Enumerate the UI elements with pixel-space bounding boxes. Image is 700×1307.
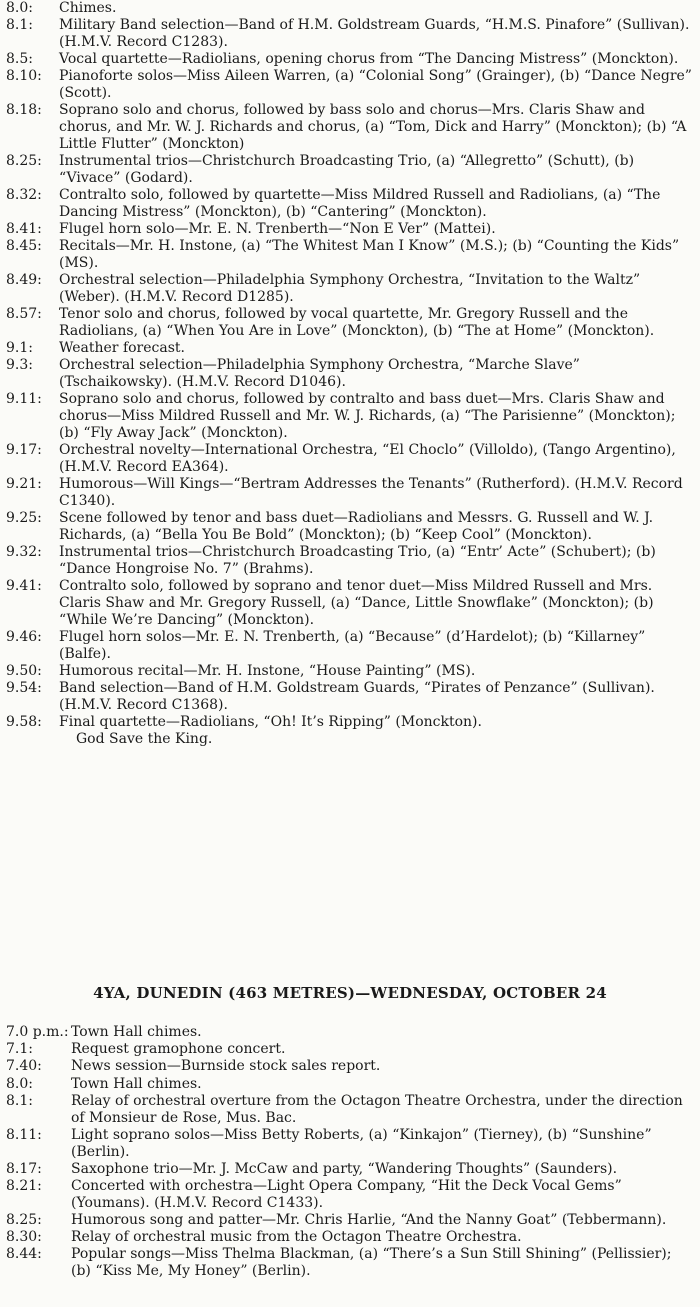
programme-entry	[3, 1024, 700, 1041]
closing-line: God Save the King.	[76, 731, 213, 748]
programme-entry	[3, 442, 700, 476]
entry-time: 7.40:	[6, 1058, 42, 1075]
programme-entry	[3, 1178, 700, 1212]
programme-entry	[3, 102, 700, 152]
entry-time: 8.11:	[6, 1126, 42, 1143]
entry-time: 9.3:	[6, 357, 33, 374]
entry-time: 8.17:	[6, 1160, 42, 1177]
programme-entry	[3, 1246, 700, 1280]
programme-entry	[3, 1093, 700, 1127]
entry-text: Pianoforte solos—Miss Aileen Warren, (a) “Colonial Song” (Grainger), (b) “Dance Negre” (Scott).	[59, 68, 692, 102]
programme-entry	[3, 680, 700, 714]
programme-entry	[3, 1127, 700, 1161]
entry-time: 9.11:	[6, 391, 42, 408]
entry-time: 9.21:	[6, 476, 42, 493]
entry-text: Request gramophone concert.	[71, 1041, 286, 1058]
entry-text: Humorous song and patter—Mr. Chris Harlie, “And the Nanny Goat” (Tebbermann).	[71, 1211, 667, 1228]
programme-entry	[3, 51, 700, 68]
entry-text: Recitals—Mr. H. Instone, (a) “The Whitest Man I Know” (M.S.); (b) “Counting the Kids” (MS).	[59, 238, 680, 272]
programme-entry	[3, 17, 700, 51]
entry-text: Instrumental trios—Christchurch Broadcasting Trio, (a) “Entr’ Acte” (Schubert); (b) “Dance Hongroise No. 7” (Brahms).	[59, 544, 656, 577]
programme-entry	[3, 510, 700, 544]
entry-time: 8.18:	[6, 102, 42, 119]
programme-entry	[3, 340, 700, 357]
entry-text: Light soprano solos—Miss Betty Roberts, (a) “Kinkajon” (Tierney), (b) “Sunshine” (Berlin).	[71, 1126, 652, 1160]
entry-text: Instrumental trios—Christchurch Broadcasting Trio, (a) “Allegretto” (Schutt), (b) “Vivace” (Godard).	[59, 153, 635, 186]
programme-entry	[3, 544, 700, 578]
entry-text: Scene followed by tenor and bass duet—Radiolians and Messrs. G. Russell and W. J. Richards, (a) “Bella You Be Bold” (Monckton); (b) “Keep Cool” (Monckton).	[59, 510, 654, 543]
entry-text: Orchestral selection—Philadelphia Symphony Orchestra, “Invitation to the Waltz” (Weber). (H.M.V. Record D1285).	[59, 272, 641, 306]
entry-time: 9.46:	[6, 628, 42, 645]
station-heading-4ya: 4YA, DUNEDIN (463 METRES)—WEDNESDAY, OCTOBER 24	[93, 984, 607, 1002]
entry-time: 8.1:	[6, 17, 33, 34]
entry-time: 8.25:	[6, 153, 42, 170]
entry-text: Humorous recital—Mr. H. Instone, “House Painting” (MS).	[59, 662, 476, 679]
entry-text: News session—Burnside stock sales report.	[71, 1058, 381, 1075]
entry-time: 8.44:	[6, 1246, 42, 1263]
entry-time: 8.30:	[6, 1229, 42, 1246]
entry-time: 8.5:	[6, 51, 33, 68]
entry-text: Humorous—Will Kings—“Bertram Addresses the Tenants” (Rutherford). (H.M.V. Record C1340).	[59, 476, 683, 509]
programme-entry	[3, 663, 700, 680]
entry-time: 9.32:	[6, 544, 42, 561]
programme-entry	[3, 357, 700, 391]
programme-entry	[3, 0, 700, 17]
entry-time: 8.45:	[6, 238, 42, 255]
programme-entry	[3, 68, 700, 102]
entry-text: Flugel horn solos—Mr. E. N. Trenberth, (a) “Because” (d’Hardelot); (b) “Killarney” (Balfe).	[59, 628, 646, 662]
entry-time: 8.49:	[6, 272, 42, 289]
programme-section-4ya	[0, 1024, 700, 1280]
entry-list	[3, 1024, 700, 1280]
entry-time: 9.54:	[6, 680, 42, 697]
entry-text: Orchestral selection—Philadelphia Symphony Orchestra, “Marche Slave” (Tschaikowsky). (H.M.V. Record D1046).	[59, 357, 580, 391]
entry-time: 9.41:	[6, 578, 42, 595]
entry-text: Town Hall chimes.	[71, 1024, 202, 1040]
programme-entry	[3, 1058, 700, 1075]
entry-time: 8.57:	[6, 306, 42, 323]
entry-text: Relay of orchestral music from the Octagon Theatre Orchestra.	[71, 1229, 522, 1246]
entry-text: Popular songs—Miss Thelma Blackman, (a) “There’s a Sun Still Shining” (Pellissier); (b) “Kiss Me, My Honey” (Berlin).	[71, 1246, 672, 1280]
entry-time: 9.25:	[6, 510, 42, 527]
entry-text: Relay of orchestral overture from the Octagon Theatre Orchestra, under the direction of Monsieur de Rose, Mus. Bac.	[71, 1092, 683, 1126]
entry-time: 8.1:	[6, 1092, 33, 1109]
entry-text: Weather forecast.	[59, 340, 185, 357]
programme-entry	[3, 578, 700, 628]
entry-text: Town Hall chimes.	[71, 1075, 202, 1092]
programme-entry	[3, 187, 700, 221]
programme-entry	[3, 272, 700, 306]
entry-text: Military Band selection—Band of H.M. Goldstream Guards, “H.M.S. Pinafore” (Sullivan). (H.M.V. Record C1283).	[59, 17, 690, 50]
entry-time: 9.58:	[6, 714, 42, 731]
programme-entry	[3, 1076, 700, 1093]
entry-text: Tenor solo and chorus, followed by vocal quartette, Mr. Gregory Russell and the Radiolians, (a) “When You Are in Love” (Monckton), (b) “The at Home” (Monckton).	[59, 306, 655, 340]
programme-entry	[3, 221, 700, 238]
entry-time: 9.50:	[6, 662, 42, 679]
programme-entry	[3, 1041, 700, 1058]
programme-entry	[3, 153, 700, 187]
entry-time: 8.25:	[6, 1211, 42, 1228]
entry-time: 8.32:	[6, 187, 42, 204]
entry-text: Contralto solo, followed by quartette—Miss Mildred Russell and Radiolians, (a) “The Dancing Mistress” (Monckton), (b) “Cantering” (Monckton).	[59, 187, 661, 220]
entry-time: 9.17:	[6, 442, 42, 459]
entry-text: Final quartette—Radiolians, “Oh! It’s Ripping” (Monckton).	[59, 714, 482, 731]
entry-time: 8.0:	[6, 1075, 33, 1092]
entry-time: 8.21:	[6, 1177, 42, 1194]
programme-entry	[3, 1229, 700, 1246]
entry-time: 7.0 p.m.:	[6, 1024, 69, 1040]
programme-entry	[3, 1161, 700, 1178]
entry-time: 7.1:	[6, 1041, 33, 1058]
programme-entry	[3, 306, 700, 340]
entry-text: Orchestral novelty—International Orchestra, “El Choclo” (Villoldo), (Tango Argentino), (H.M.V. Record EA364).	[59, 442, 676, 475]
programme-entry	[3, 714, 700, 731]
entry-text: Concerted with orchestra—Light Opera Company, “Hit the Deck Vocal Gems” (Youmans). (H.M.V. Record C1433).	[71, 1177, 622, 1211]
programme-entry	[3, 629, 700, 663]
entry-text: Band selection—Band of H.M. Goldstream Guards, “Pirates of Penzance” (Sullivan). (H.M.V. Record C1368).	[59, 680, 655, 713]
entry-text: Contralto solo, followed by soprano and tenor duet—Miss Mildred Russell and Mrs. Claris Shaw and Mr. Gregory Russell, (a) “Dance, Little Snowflake” (Monckton); (b) “While We’re Dancing” (Monckton).	[59, 578, 654, 628]
entry-time: 8.41:	[6, 221, 42, 238]
entry-text: Chimes.	[59, 0, 117, 16]
entry-time: 8.10:	[6, 68, 42, 85]
programme-entry	[3, 476, 700, 510]
entry-list	[3, 0, 700, 731]
entry-text: Soprano solo and chorus, followed by bass solo and chorus—Mrs. Claris Shaw and chorus, and Mr. W. J. Richards and chorus, (a) “Tom, Dick and Harry” (Monckton); (b) “A Little Flutter” (Monckton)	[59, 102, 687, 152]
programme-entry	[3, 238, 700, 272]
entry-text: Saxophone trio—Mr. J. McCaw and party, “Wandering Thoughts” (Saunders).	[71, 1160, 618, 1177]
programme-entry	[3, 1212, 700, 1229]
entry-time: 9.1:	[6, 340, 33, 357]
entry-text: Flugel horn solo—Mr. E. N. Trenberth—“Non E Ver” (Mattei).	[59, 221, 496, 238]
programme-entry	[3, 391, 700, 441]
entry-text: Soprano solo and chorus, followed by contralto and bass duet—Mrs. Claris Shaw and chorus—Miss Mildred Russell and Mr. W. J. Richards, (a) “The Parisienne” (Monckton); (b) “Fly Away Jack” (Monckton).	[59, 391, 676, 441]
entry-time: 8.0:	[6, 0, 33, 16]
entry-text: Vocal quartette—Radiolians, opening chorus from “The Dancing Mistress” (Monckton).	[59, 51, 679, 68]
